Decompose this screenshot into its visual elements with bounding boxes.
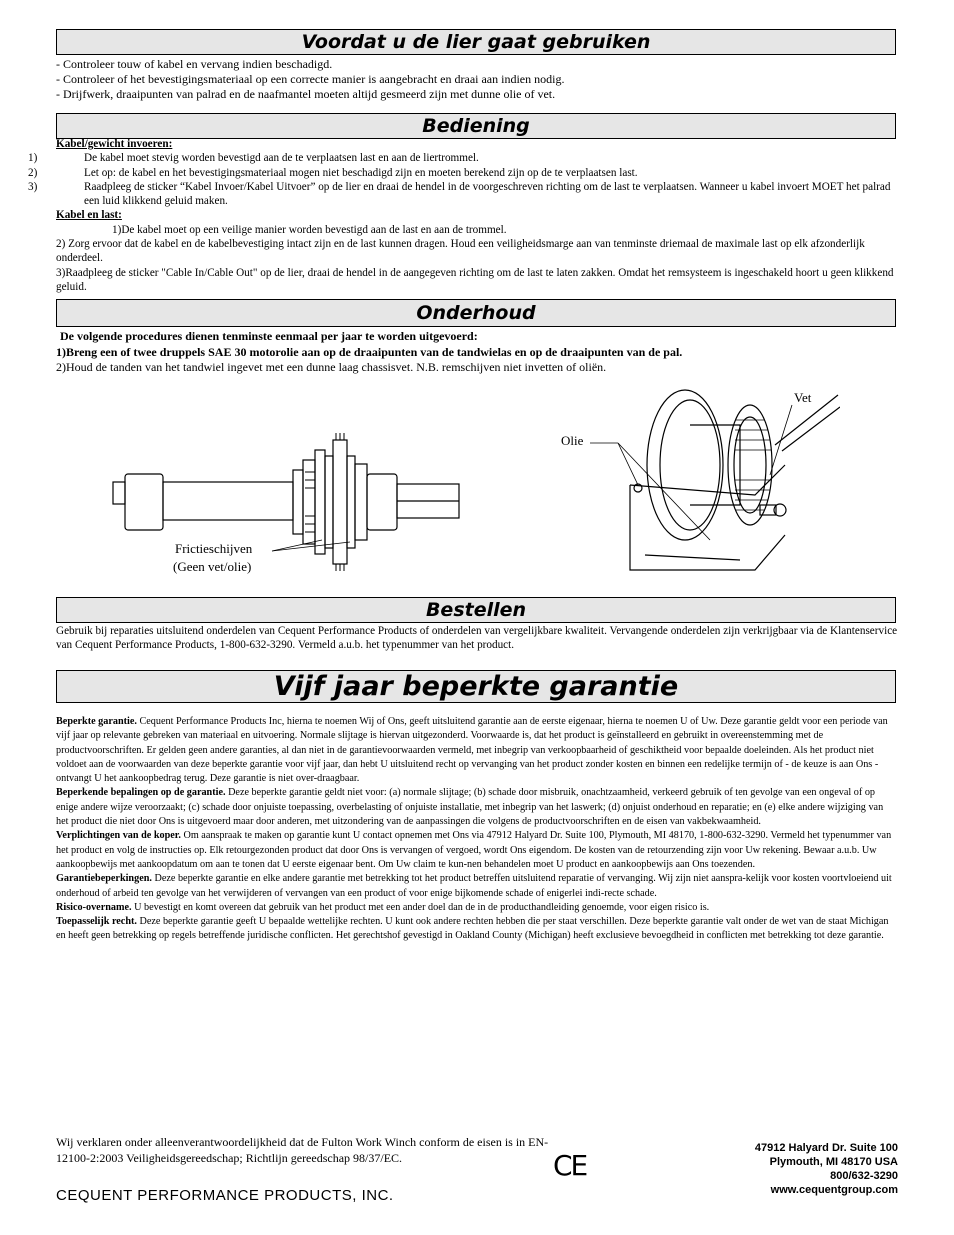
bediening-step: 2) Let op: de kabel en het bevestigingsmateriaal mogen niet beschadigd zijn en moeten berekend zijn op de te verplaatsen last. [28, 166, 638, 179]
section-title-bediening: Bediening [56, 113, 896, 139]
onderhoud-step: 1)Breng een of twee druppels SAE 30 motorolie aan op de draaipunten van de tandwielas en op de draaipunten van de pal. [56, 344, 683, 359]
onderhoud-step: 2)Houd de tanden van het tandwiel ingevet met een dunne laag chassisvet. N.B. remschijven niet invetten of oliën. [56, 360, 607, 374]
company-address [755, 1141, 898, 1197]
warranty-paragraph: Risico-overname. U bevestigt en komt overeen dat gebruik van het product met een ander doel dan de in de producthandleiding genoemde, voor eigen risico is. [56, 901, 710, 913]
conformity-declaration: Wij verklaren onder alleenverantwoordelijkheid dat de Fulton Work Winch conform de eisen is in EN-12100-2:2003 Veiligheidsgereedschap; Richtlijn gereedschap 98/37/EC. [56, 1135, 549, 1165]
website-link[interactable]: www.cequentgroup.com [770, 1184, 898, 1196]
onderhoud-content [56, 329, 898, 376]
warranty-paragraph: Toepasselijk recht. Deze beperkte garantie geeft U bepaalde wettelijke rechten. U kunt ook andere rechten hebben die per staat verschillen. Deze beperkte garantie valt onder de wet van de staat Michigan en heeft geen betrekking op regels betreffende juridische conflicten. Het gerechtshof gevestigd in Oakland County (Michigan) heeft exclusieve bevoegdheid in conflicten met betrekking tot deze garantie. [56, 916, 889, 942]
warranty-paragraph: Beperkende bepalingen op de garantie. Deze beperkte garantie geldt niet voor: (a) normale slijtage; (b) schade door misbruik, onachtzaamheid, verkeerd gebruik of ten gevolge van een ongeval of op enige andere wijze veroorzaakt; (c) schade door onjuiste toepassing, overbelasting of onjuiste installatie, met inbegrip van het laswerk; (d) onjuist onderhoud en reparatie; en (e) elke andere wijziging van het product die niet door Ons is uitgevoerd maar door anderen, met uitzondering van de aanpassingen die volgens de productvoorschriften en de eisen van vakbekwaamheid. [56, 787, 884, 828]
bediening-step: 1) De kabel moet stevig worden bevestigd aan de te verplaatsen last en aan de liertrommel. [28, 152, 479, 165]
voordat-line: - Controleer of het bevestigingsmateriaal op een correcte manier is aangebracht en draai aan indien nodig. [56, 72, 565, 86]
winch-diagram [590, 385, 840, 585]
bediening-step: 3)Raadpleeg de sticker "Cable In/Cable Out" op de lier, draai de hendel in de aangegeven richting om de last te laten zakken. Omdat het remsysteem is ingeschakeld hoort u geen klikkend geluid. [56, 266, 894, 293]
warranty-paragraph: Beperkte garantie. Cequent Performance Products Inc, hierna te noemen Wij of Ons, geeft uitsluitend garantie aan de eerste eigenaar, hierna te noemen U of Uw. Deze garantie geldt voor een periode van vijf jaar op relevante gebreken van materiaal en uitvoering. Normale slijtage is hiervan uitgezonderd. Voorwaarde is, dat het product is geïnstalleerd en gebruikt in overeenstemming met de productvoorschriften. Er gelden geen andere garanties, al dan niet in de garantievoorwaarden vermeld, met inbegrip van verkoopbaarheid of geschiktheid voor bepaalde doeleinden. Als het product niet voldoet aan de voorwaarden van deze beperkte garantie voor vijf jaar, dan hebt U uitsluitend recht op vervanging van het product zonder kosten en binnen een redelijke termijn of - de keuze is aan Ons - ontvangt U het aankoopbedrag terug. Deze garantie is niet over-draagbaar. [56, 716, 888, 785]
bediening-step: 3) Raadpleeg de sticker “Kabel Invoer/Kabel Uitvoer” op de lier en draai de hendel in de voorgeschreven richting om de last te verplaatsen. Wanneer u kabel invoert MOET het palrad een luid klikkend geluid maken. [28, 180, 891, 208]
section-title-onderhoud: Onderhoud [56, 299, 896, 327]
warranty-paragraph: Garantiebeperkingen. Deze beperkte garantie en elke andere garantie met betrekking tot het product betreffen uitsluitend reparatie of vervanging. Wij zijn niet aanspra-kelijk voor kosten voortvloeiend uit onderhoud of arbeid ten gevolge van het verwijderen of vervangen van een product of voor enige bijkomende schade of enigerlei indi-recte schade. [56, 873, 892, 899]
voordat-list [56, 57, 898, 102]
bediening-step: 2) Zorg ervoor dat de kabel en de kabelbevestiging intact zijn en de last kunnen dragen. Houd een veiligheidsmarge aan van tenminste driemaal de maximale last op elk afzonderlijk onderdeel. [56, 238, 865, 265]
bediening-content [28, 137, 898, 294]
bediening-subheading: Kabel/gewicht invoeren: [56, 138, 173, 150]
voordat-line: - Controleer touw of kabel en vervang indien beschadigd. [56, 57, 333, 71]
warranty-paragraph: Verplichtingen van de koper. Om aanspraak te maken op garantie kunt U contact opnemen met Ons via 47912 Halyard Dr. Suite 100, Plymouth, MI 48170, 1-800-632-3290. Vermeld het typenummer van het product en volg de instructies op. Elk retourgezonden product dat door Ons is vervangen of vergoed, wordt Ons eigendom. De kosten van de retourzending zijn voor Uw rekening. Bewaar a.u.b. Uw aankoopbewijs met aankoopdatum om aan te tonen dat U eerste eigenaar bent. Om Uw claim te kun-nen behandelen moet U product en aankoopbewijs aan Ons toezenden. [56, 830, 892, 870]
label-frictieschijven: Frictieschijven [175, 541, 253, 556]
shaft-diagram [110, 430, 480, 580]
bestellen-text: Gebruik bij reparaties uitsluitend onderdelen van Cequent Performance Products of onderdelen van vergelijkbare kwaliteit. Vervangende onderdelen zijn verkrijgbaar via de Klantenservice van Cequent Performance Products, 1-800-632-3290. Vermeld a.u.b. het typenummer van het product. [56, 625, 898, 652]
bediening-step: 1)De kabel moet op een veilige manier worden bevestigd aan de last en aan de trommel. [112, 223, 507, 236]
ce-mark: CE [553, 1149, 587, 1182]
voordat-line: - Drijfwerk, draaipunten van palrad en de naafmantel moeten altijd gesmeerd zijn met dunne olie of vet. [56, 87, 556, 101]
section-title-garantie: Vijf jaar beperkte garantie [56, 670, 896, 703]
address-line: Plymouth, MI 48170 USA [769, 1156, 898, 1168]
bediening-subheading: Kabel en last: [56, 209, 122, 222]
label-geen-vet-olie: (Geen vet/olie) [173, 559, 252, 574]
section-title-bestellen: Bestellen [56, 597, 896, 623]
address-line: 47912 Halyard Dr. Suite 100 [754, 1142, 898, 1154]
warranty-text [56, 715, 898, 944]
phone-number: 800/632-3290 [830, 1170, 898, 1182]
company-name: CEQUENT PERFORMANCE PRODUCTS, INC. [56, 1187, 394, 1204]
section-title-voordat: Voordat u de lier gaat gebruiken [56, 29, 896, 55]
onderhoud-intro: De volgende procedures dienen tenminste eenmaal per jaar te worden uitgevoerd: [60, 329, 478, 343]
label-olie: Olie [561, 433, 584, 448]
label-vet: Vet [794, 390, 812, 405]
